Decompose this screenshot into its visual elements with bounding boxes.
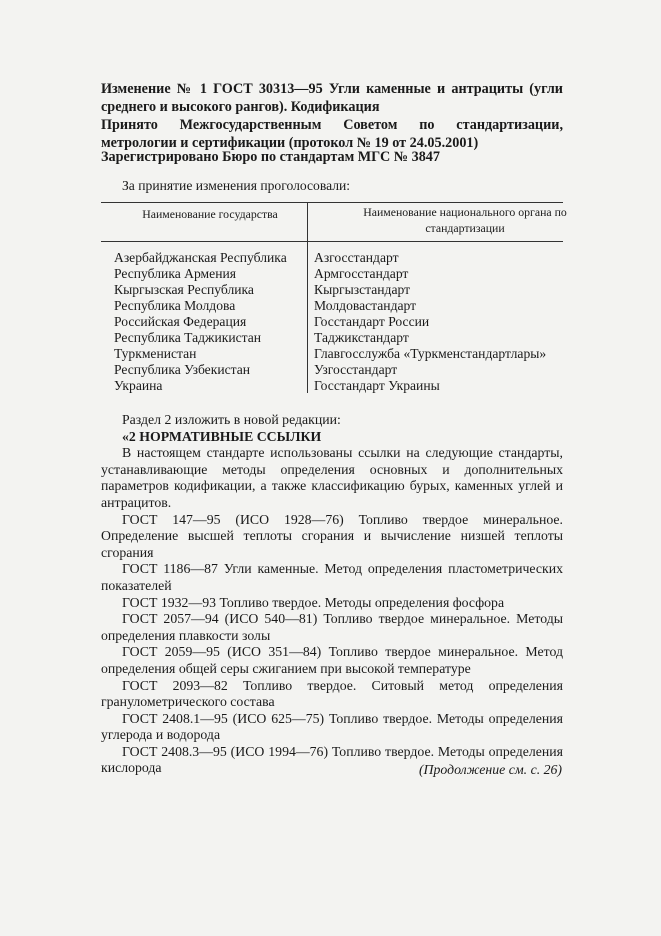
state-name: Российская Федерация	[114, 314, 247, 329]
table-row	[0, 362, 661, 378]
state-name: Украина	[114, 378, 163, 393]
table-header-rule	[101, 241, 563, 242]
state-name: Кыргызская Республика	[114, 282, 254, 297]
section-intro: Раздел 2 изложить в новой редакции:	[122, 412, 341, 427]
continuation-note: (Продолжение см. с. 26)	[418, 762, 562, 777]
amendment-title: Изменение № 1 ГОСТ 30313—95 Угли каменные и антрациты (угли среднего и высокого рангов). Кодификация	[101, 81, 563, 115]
standard-reference: ГОСТ 2408.1—95 (ИСО 625—75) Топливо твердое. Методы определения углерода и водорода	[101, 710, 563, 743]
state-name: Республика Таджикистан	[114, 330, 262, 345]
standards-body-name: Главгосслужба «Туркменстандартлары»	[314, 346, 547, 361]
state-name: Республика Узбекистан	[114, 362, 251, 377]
standard-reference: ГОСТ 1932—93 Топливо твердое. Методы определения фосфора	[122, 594, 505, 610]
table-row	[0, 314, 661, 330]
intro-paragraph: В настоящем стандарте использованы ссылки на следующие стандарты, устанавливающие методы определения основных и дополнительных параметров кодификации, а также классификацию бурых, каменных углей и антрацитов.	[101, 445, 563, 510]
standards-body-name: Армгосстандарт	[314, 266, 409, 281]
table-row	[0, 266, 661, 282]
standard-reference: ГОСТ 147—95 (ИСО 1928—76) Топливо твердое минеральное. Определение высшей теплоты сгорания и вычисление низшей теплоты сгорания	[101, 511, 563, 560]
standards-body-name: Кыргызстандарт	[314, 282, 411, 297]
standard-reference: ГОСТ 2059—95 (ИСО 351—84) Топливо твердое минеральное. Метод определения общей серы сжиганием при высокой температуре	[101, 644, 563, 676]
table-row	[0, 250, 661, 266]
standards-body-name: Молдовастандарт	[314, 298, 417, 313]
standards-body-name: Таджикстандарт	[314, 330, 409, 345]
table-row	[0, 330, 661, 346]
table-row	[0, 282, 661, 298]
voted-intro: За принятие изменения проголосовали:	[122, 178, 351, 193]
standards-body-name: Узгосстандарт	[314, 362, 398, 377]
state-name: Азербайджанская Республика	[114, 250, 287, 265]
standard-reference: ГОСТ 1186—87 Угли каменные. Метод определения пластометрических показателей	[101, 561, 563, 593]
state-name: Республика Армения	[114, 266, 236, 281]
table-top-rule	[101, 202, 563, 203]
column-header-state: Наименование государства	[142, 207, 278, 221]
section-heading: «2 НОРМАТИВНЫЕ ССЫЛКИ	[122, 428, 322, 444]
standard-reference: ГОСТ 2093—82 Топливо твердое. Ситовый метод определения гранулометрического состава	[101, 677, 563, 710]
adoption-statement: Принято Межгосударственным Советом по стандартизации, метрологии и сертификации (протокол № 19 от 24.05.2001)	[101, 117, 563, 151]
table-row	[0, 298, 661, 314]
table-row	[0, 378, 661, 394]
state-name: Республика Молдова	[114, 298, 236, 313]
standard-reference: ГОСТ 2057—94 (ИСО 540—81) Топливо твердое минеральное. Методы определения плавкости золы	[101, 611, 563, 643]
state-name: Туркменистан	[114, 346, 197, 361]
column-header-standards-body: Наименование национального органа по стандартизации	[363, 205, 567, 235]
registration-statement: Зарегистрировано Бюро по стандартам МГС № 3847	[101, 149, 440, 165]
standards-body-name: Госстандарт Украины	[314, 378, 440, 393]
amendment-body	[101, 412, 563, 777]
standard-reference: ГОСТ 2408.3—95 (ИСО 1994—76) Топливо твердое. Методы определения кислорода	[101, 743, 563, 776]
standards-body-name: Госстандарт России	[314, 314, 430, 329]
standards-body-name: Азгосстандарт	[314, 250, 399, 265]
table-row	[0, 346, 661, 362]
